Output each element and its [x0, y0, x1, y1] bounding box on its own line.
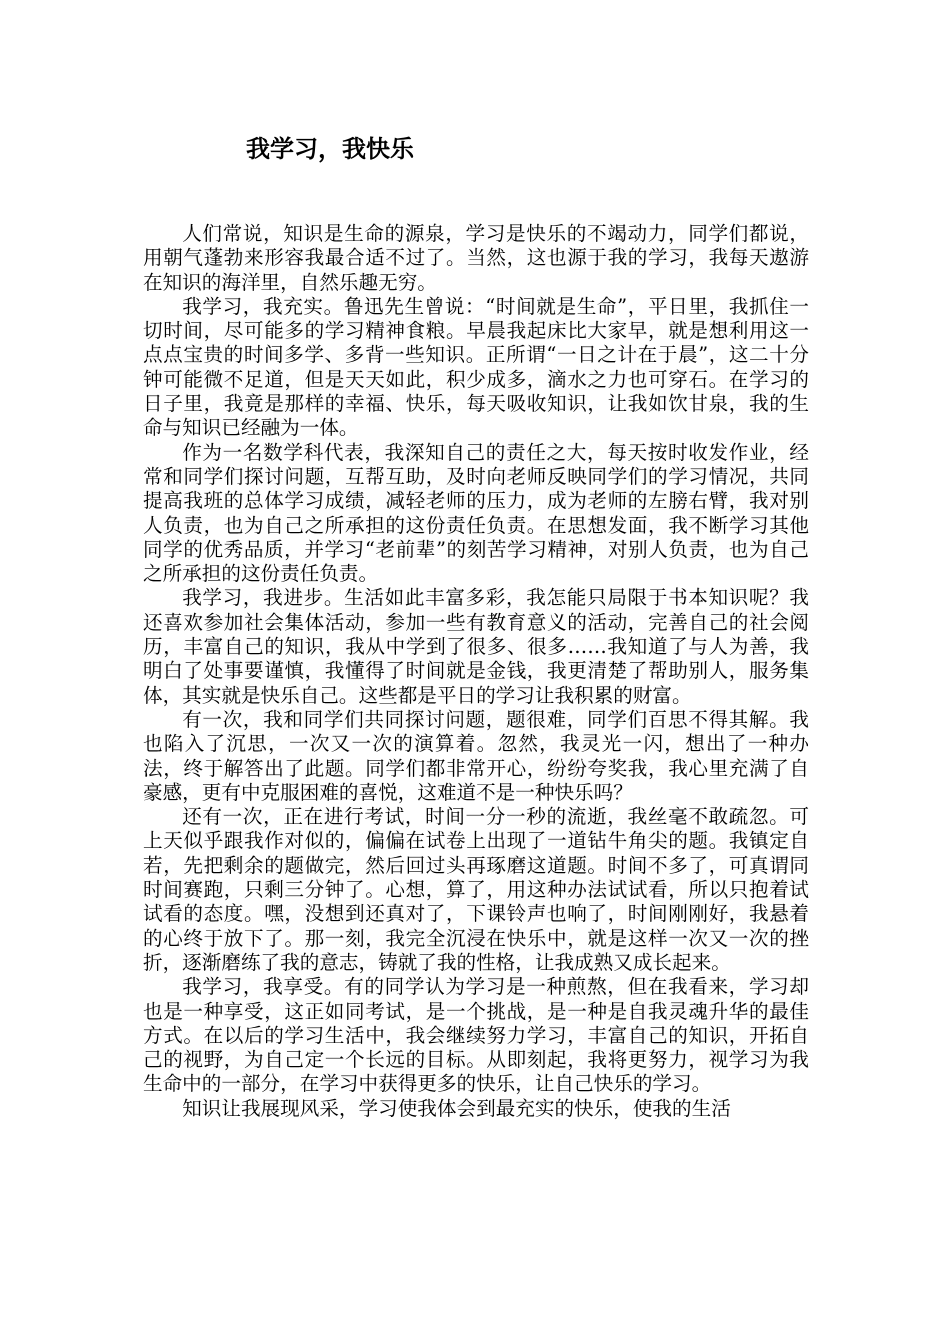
paragraph-8: 知识让我展现风采，学习使我体会到最充实的快乐，使我的生活	[182, 1096, 731, 1120]
paragraph-3: 作为一名数学科代表，我深知自己的责任之大，每天按时收发作业，经常和同学们探讨问题，互帮互助，及时向老师反映同学们的学习情况，共同提高我班的总体学习成绩，减轻老师的压力，成为老师的左膀右臂，我对别人负责，也为自己之所承担的这份责任负责。在思想发面，我不断学习其他同学的优秀品质，并学习“老前辈”的刻苦学习精神，对别人负责，也为自己之所承担的这份责任负责。	[143, 440, 809, 586]
paragraph-6: 还有一次，正在进行考试，时间一分一秒的流逝，我丝毫不敢疏忽。可上天似乎跟我作对似的，偏偏在试卷上出现了一道钻牛角尖的题。我镇定自若，先把剩余的题做完，然后回过头再琢磨这道题。时间不多了，可真谓同时间赛跑，只剩三分钟了。心想，算了，用这种办法试试看，所以只抱着试试看的态度。嘿，没想到还真对了，下课铃声也响了，时间刚刚好，我悬着的心终于放下了。那一刻，我完全沉浸在快乐中，就是这样一次又一次的挫折，逐渐磨练了我的意志，铸就了我的性格，让我成熟又成长起来。	[143, 805, 809, 974]
paragraph-7: 我学习，我享受。有的同学认为学习是一种煎熬，但在我看来，学习却也是一种享受，这正如同考试，是一个挑战，是一种是自我灵魂升华的最佳方式。在以后的学习生活中，我会继续努力学习，丰富自己的知识，开拓自己的视野，为自己定一个长远的目标。从即刻起，我将更努力，视学习为我生命中的一部分，在学习中获得更多的快乐，让自己快乐的学习。	[143, 975, 809, 1096]
document-title: 我学习，我快乐	[246, 134, 414, 163]
paragraph-2: 我学习，我充实。鲁迅先生曾说：“时间就是生命”，平日里，我抓住一切时间，尽可能多的学习精神食粮。早晨我起床比大家早，就是想利用这一点点宝贵的时间多学、多背一些知识。正所谓“一日之计在于晨”，这二十分钟可能微不足道，但是天天如此，积少成多，滴水之力也可穿石。在学习的日子里，我竟是那样的幸福、快乐，每天吸收知识，让我如饮甘泉，我的生命与知识已经融为一体。	[143, 294, 809, 440]
paragraph-5: 有一次，我和同学们共同探讨问题，题很难，同学们百思不得其解。我也陷入了沉思，一次又一次的演算着。忽然，我灵光一闪，想出了一种办法，终于解答出了此题。同学们都非常开心，纷纷夸奖我，我心里充满了自豪感，更有中克服困难的喜悦，这难道不是一种快乐吗？	[143, 707, 809, 804]
paragraph-1: 人们常说，知识是生命的源泉，学习是快乐的不竭动力，同学们都说，用朝气蓬勃来形容我最合适不过了。当然，这也源于我的学习，我每天遨游在知识的海洋里，自然乐趣无穷。	[143, 222, 809, 294]
paragraph-4: 我学习，我进步。生活如此丰富多彩，我怎能只局限于书本知识呢？我还喜欢参加社会集体活动，参加一些有教育意义的活动，完善自己的社会阅历，丰富自己的知识，我从中学到了很多、很多……我知道了与人为善，我明白了处事要谨慎，我懂得了时间就是金钱，我更清楚了帮助别人，服务集体，其实就是快乐自己。这些都是平日的学习让我积累的财富。	[143, 586, 809, 707]
document-body	[143, 222, 809, 1121]
